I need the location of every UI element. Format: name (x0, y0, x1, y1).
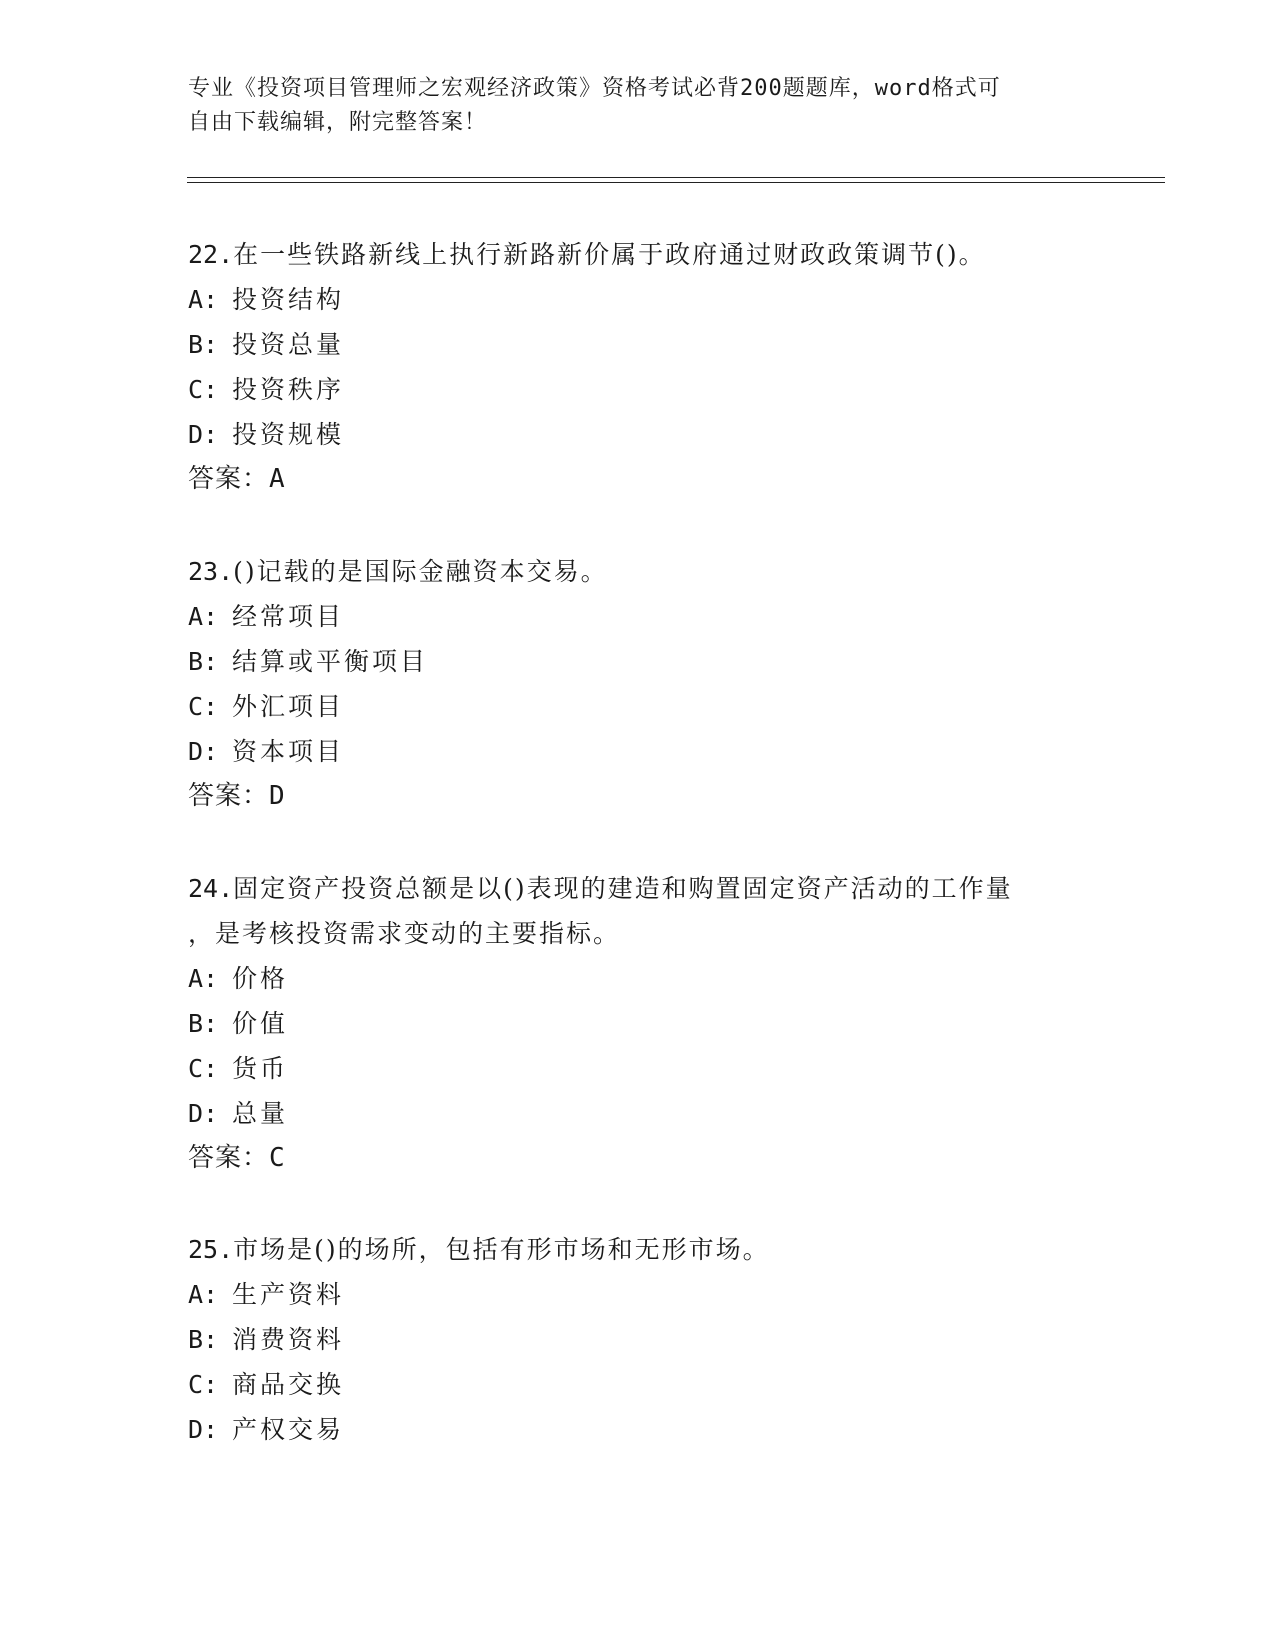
option-c (188, 1362, 1088, 1407)
option-letter: B: (188, 1009, 219, 1038)
option-d (188, 412, 1088, 457)
option-text: 总量 (232, 1099, 289, 1128)
option-text: 价格 (232, 964, 289, 993)
question-text: 市场是()的场所，包括有形市场和无形市场。 (233, 1235, 770, 1264)
option-letter: D: (188, 1415, 219, 1444)
header-line-1: 专业《投资项目管理师之宏观经济政策》资格考试必背200题题库，word格式可 (188, 76, 1001, 101)
option-letter: B: (188, 647, 219, 676)
option-text: 投资总量 (232, 330, 345, 359)
option-text: 投资规模 (232, 420, 345, 449)
option-text: 生产资料 (232, 1280, 345, 1309)
answer-value: A (269, 464, 286, 494)
question-25 (188, 1227, 1088, 1452)
question-text: ()记载的是国际金融资本交易。 (233, 557, 608, 586)
question-22 (188, 232, 1088, 502)
option-letter: C: (188, 1054, 219, 1083)
option-c (188, 1046, 1088, 1091)
option-letter: C: (188, 375, 219, 404)
answer-line (188, 774, 1088, 819)
answer-label: 答案： (188, 464, 270, 494)
header-divider-bottom (187, 182, 1165, 183)
option-text: 消费资料 (232, 1325, 345, 1354)
option-text: 资本项目 (232, 737, 345, 766)
option-text: 投资结构 (232, 285, 345, 314)
option-b (188, 322, 1088, 367)
option-text: 结算或平衡项目 (232, 647, 429, 676)
option-text: 商品交换 (232, 1370, 345, 1399)
option-letter: D: (188, 420, 219, 449)
answer-label: 答案： (188, 781, 270, 811)
question-text: 在一些铁路新线上执行新路新价属于政府通过财政政策调节()。 (233, 240, 986, 269)
option-c (188, 684, 1088, 729)
option-d (188, 1091, 1088, 1136)
option-letter: B: (188, 330, 219, 359)
option-letter: A: (188, 602, 219, 631)
option-text: 外汇项目 (232, 692, 345, 721)
question-number: 23. (188, 557, 234, 586)
option-letter: A: (188, 964, 219, 993)
option-text: 投资秩序 (232, 375, 345, 404)
question-number: 22. (188, 240, 234, 269)
option-text: 经常项目 (232, 602, 345, 631)
answer-label: 答案： (188, 1143, 270, 1173)
option-letter: A: (188, 1280, 219, 1309)
option-letter: A: (188, 285, 219, 314)
option-d (188, 1407, 1088, 1452)
option-text: 价值 (232, 1009, 289, 1038)
option-a (188, 594, 1088, 639)
question-stem (188, 232, 1088, 277)
answer-line (188, 1136, 1088, 1181)
header-line-2: 自由下载编辑，附完整答案！ (188, 110, 488, 135)
option-a (188, 277, 1088, 322)
option-b (188, 1001, 1088, 1046)
question-number: 24. (188, 874, 234, 903)
option-letter: C: (188, 692, 219, 721)
document-header (188, 72, 1078, 140)
option-b (188, 639, 1088, 684)
header-divider-top (187, 177, 1165, 178)
question-24 (188, 866, 1088, 1181)
question-number: 25. (188, 1235, 234, 1264)
question-text: 固定资产投资总额是以()表现的建造和购置固定资产活动的工作量 (233, 874, 1013, 903)
option-text: 产权交易 (232, 1415, 345, 1444)
option-b (188, 1317, 1088, 1362)
option-a (188, 1272, 1088, 1317)
question-stem (188, 549, 1088, 594)
option-letter: C: (188, 1370, 219, 1399)
option-letter: B: (188, 1325, 219, 1354)
question-stem-continued: ，是考核投资需求变动的主要指标。 (188, 919, 621, 948)
option-text: 货币 (232, 1054, 289, 1083)
question-stem (188, 1227, 1088, 1272)
answer-line (188, 457, 1088, 502)
answer-value: D (269, 781, 286, 811)
option-letter: D: (188, 1099, 219, 1128)
option-d (188, 729, 1088, 774)
option-letter: D: (188, 737, 219, 766)
option-c (188, 367, 1088, 412)
question-23 (188, 549, 1088, 819)
answer-value: C (269, 1143, 286, 1173)
option-a (188, 956, 1088, 1001)
question-stem (188, 866, 1088, 911)
